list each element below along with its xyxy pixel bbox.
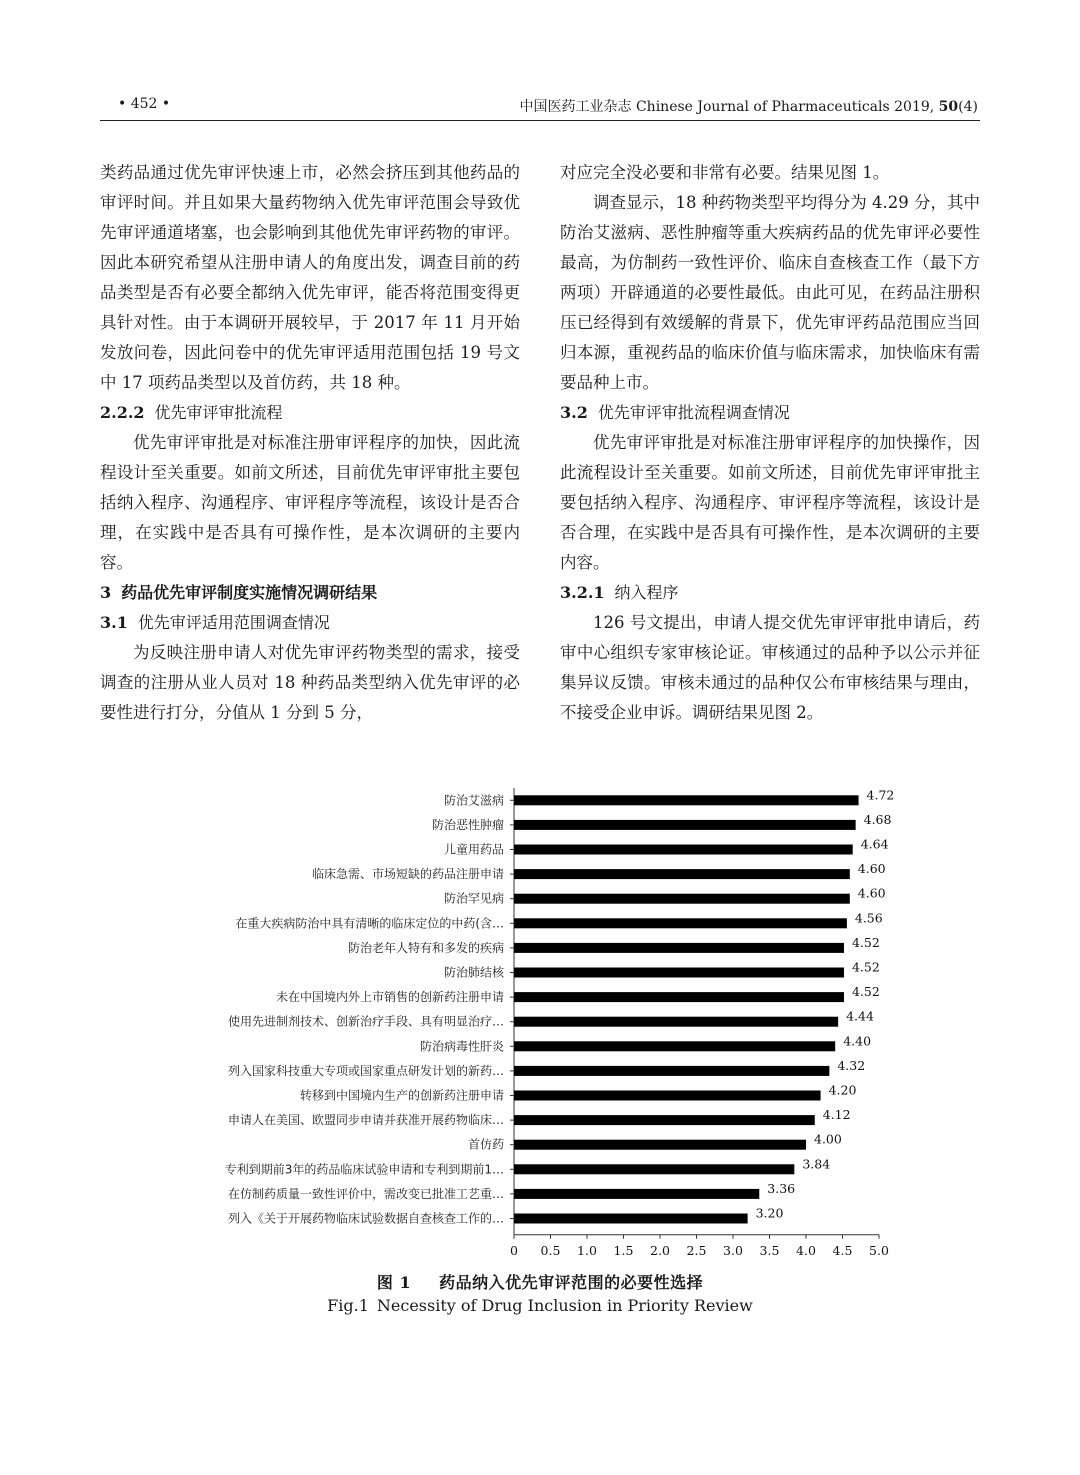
- section-heading: [560, 398, 980, 428]
- section-number: 3.2: [560, 403, 588, 422]
- category-label: 防治艾滋病: [443, 793, 504, 808]
- bar: [514, 1214, 748, 1224]
- bar: [514, 1164, 794, 1174]
- x-tick-label: 4.0: [796, 1242, 816, 1256]
- category-label: 列入国家科技重大专项或国家重点研发计划的新药…: [227, 1063, 504, 1078]
- x-tick-label: 0: [510, 1242, 518, 1256]
- bar: [514, 1189, 759, 1199]
- data-label: 3.84: [802, 1156, 831, 1172]
- x-tick-label: 4.5: [832, 1242, 853, 1256]
- section-title: 药品优先审评制度实施情况调研结果: [121, 583, 378, 602]
- section-title: 优先审评审批流程: [154, 403, 283, 422]
- data-label: 4.52: [851, 934, 880, 950]
- paragraph: 调查显示，18 种药物类型平均得分为 4.29 分，其中防治艾滋病、恶性肿瘤等重大疾病药品的优先审评必要性最高，为仿制药一致性评价、临床自查核查工作（最下方两项）开辟通道的必要性最低。由此可见，在药品注册积压已经得到有效缓解的背景下，优先审评药品范围应当回归本源，重视药品的临床价值与临床需求，加快临床有需要品种上市。: [560, 193, 980, 392]
- bar: [514, 1091, 821, 1101]
- category-label: 临床急需、市场短缺的药品注册申请: [311, 867, 504, 882]
- figure-title-cn: 药品纳入优先审评范围的必要性选择: [439, 1273, 704, 1292]
- category-label: 申请人在美国、欧盟同步申请并获准开展药物临床…: [227, 1113, 504, 1128]
- data-label: 4.12: [822, 1107, 851, 1123]
- bar: [514, 795, 859, 805]
- section-number: 3.2.1: [560, 583, 605, 602]
- category-label: 使用先进制剂技术、创新治疗手段、具有明显治疗…: [227, 1014, 504, 1029]
- figure-caption-cn: [0, 1270, 1080, 1293]
- bar: [514, 1017, 838, 1027]
- figure-caption-en: [0, 1296, 1080, 1315]
- bar: [514, 1115, 815, 1125]
- category-label: 专利到期前3年的药品临床试验申请和专利到期前1…: [224, 1162, 504, 1177]
- paragraph: 对应完全没必要和非常有必要。结果见图 1。: [560, 163, 890, 182]
- section-number: 3.1: [100, 613, 128, 632]
- data-label: 4.60: [857, 861, 886, 877]
- category-label: 列入《关于开展药物临床试验数据自查核查工作的…: [227, 1211, 504, 1226]
- section-number: 3: [100, 583, 112, 602]
- category-label: 防治恶性肿瘤: [431, 817, 504, 832]
- x-tick-label: 0.5: [540, 1242, 561, 1256]
- x-tick-label: 5.0: [869, 1242, 889, 1256]
- section-heading: [100, 578, 520, 608]
- page-number: • 452 •: [118, 96, 171, 112]
- bar: [514, 1066, 829, 1076]
- figure-title-en: Necessity of Drug Inclusion in Priority Review: [376, 1296, 753, 1315]
- data-label: 4.68: [863, 811, 892, 827]
- section-number: 2.2.2: [100, 403, 145, 422]
- data-label: 4.00: [814, 1131, 842, 1147]
- figure-1-chart: [180, 786, 900, 1256]
- section-title: 优先审评适用范围调查情况: [137, 613, 330, 632]
- x-tick-label: 1.5: [613, 1242, 634, 1256]
- data-label: 4.20: [828, 1082, 857, 1098]
- section-heading: [560, 578, 980, 608]
- x-tick-label: 1.0: [577, 1242, 597, 1256]
- category-label: 儿童用药品: [443, 842, 504, 857]
- category-label: 防治老年人特有和多发的疾病: [347, 940, 504, 955]
- category-label: 在仿制药质量一致性评价中，需改变已批准工艺重…: [227, 1186, 504, 1201]
- data-label: 4.40: [843, 1033, 872, 1049]
- category-label: 在重大疾病防治中具有清晰的临床定位的中药(含…: [235, 916, 504, 931]
- data-label: 4.52: [851, 959, 880, 975]
- section-heading: [100, 398, 520, 428]
- data-label: 4.72: [866, 787, 895, 803]
- data-label: 3.20: [755, 1205, 784, 1221]
- issue-number: (4): [958, 99, 978, 115]
- bar: [514, 943, 844, 953]
- figure-number-en: Fig.1: [327, 1296, 369, 1315]
- bar: [514, 845, 853, 855]
- bar: [514, 992, 844, 1002]
- volume-number: 50: [938, 99, 959, 115]
- x-tick-label: 2.5: [686, 1242, 707, 1256]
- bar: [514, 1041, 835, 1051]
- paragraph: 126 号文提出，申请人提交优先审评审批申请后，药审中心组织专家审核论证。审核通过的品种予以公示并征集异议反馈。审核未通过的品种仅公布审核结果与理由，不接受企业申诉。调研结果见图 2。: [560, 613, 980, 722]
- bar: [514, 1140, 806, 1150]
- bar: [514, 869, 850, 879]
- category-label: 转移到中国境内生产的创新药注册申请: [299, 1088, 504, 1103]
- section-title: 纳入程序: [614, 583, 679, 602]
- journal-citation: 中国医药工业杂志 Chinese Journal of Pharmaceuticals 2019, 50(4): [519, 99, 978, 115]
- data-label: 4.60: [857, 885, 886, 901]
- category-label: 防治肺结核: [443, 965, 504, 980]
- data-label: 4.44: [846, 1008, 874, 1024]
- paragraph: 为反映注册申请人对优先审评药物类型的需求，接受调查的注册从业人员对 18 种药品类型纳入优先审评的必要性进行打分，分值从 1 分到 5 分，: [100, 643, 520, 722]
- x-tick-label: 2.0: [650, 1242, 670, 1256]
- category-label: 防治罕见病: [443, 891, 504, 906]
- bar: [514, 918, 847, 928]
- running-header: [100, 94, 980, 121]
- figure-number-cn: 图 1: [376, 1273, 412, 1292]
- left-text-column: [100, 158, 520, 728]
- data-label: 4.56: [854, 910, 883, 926]
- paragraph: 优先审评审批是对标准注册审评程序的加快操作，因此流程设计至关重要。如前文所述，目前优先审评审批主要包括纳入程序、沟通程序、审评程序等流程，该设计是否合理，在实践中是否具有可操作性，是本次调研的主要内容。: [560, 433, 980, 572]
- category-label: 未在中国境内外上市销售的创新药注册申请: [275, 990, 504, 1005]
- paragraph: 类药品通过优先审评快速上市，必然会挤压到其他药品的审评时间。并且如果大量药物纳入优先审评范围会导致优先审评通道堵塞，也会影响到其他优先审评药物的审评。因此本研究希望从注册申请人的角度出发，调查目前的药品类型是否有必要全都纳入优先审评，能否将范围变得更具针对性。由于本调研开展较早，于 2017 年 11 月开始发放问卷，因此问卷中的优先审评适用范围包括 19 号文中 17 项药品类型以及首仿药，共 18 种。: [100, 163, 520, 392]
- x-tick-label: 3.0: [723, 1242, 743, 1256]
- bar: [514, 820, 856, 830]
- section-title: 优先审评审批流程调查情况: [597, 403, 790, 422]
- bar-chart: [180, 786, 900, 1256]
- bar: [514, 968, 844, 978]
- section-heading: [100, 608, 520, 638]
- x-tick-label: 3.5: [759, 1242, 780, 1256]
- category-label: 防治病毒性肝炎: [419, 1039, 504, 1054]
- data-label: 4.64: [860, 836, 889, 852]
- paragraph: 优先审评审批是对标准注册审评程序的加快，因此流程设计至关重要。如前文所述，目前优先审评审批主要包括纳入程序、沟通程序、审评程序等流程，该设计是否合理，在实践中是否具有可操作性，是本次调研的主要内容。: [100, 433, 520, 572]
- data-label: 4.32: [837, 1057, 866, 1073]
- data-label: 4.52: [851, 984, 880, 1000]
- data-label: 3.36: [767, 1180, 796, 1196]
- bar: [514, 894, 850, 904]
- category-label: 首仿药: [467, 1137, 504, 1152]
- right-text-column: [560, 158, 980, 728]
